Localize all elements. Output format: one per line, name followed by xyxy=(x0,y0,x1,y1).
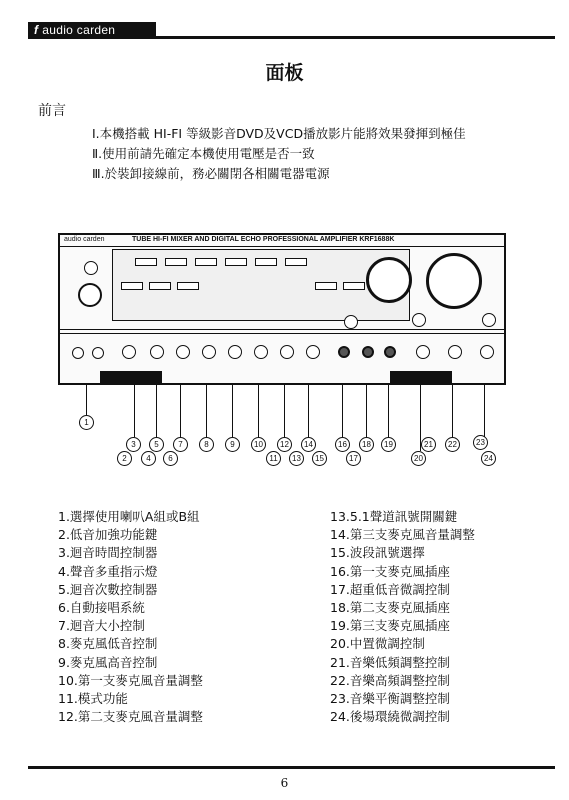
feature-item: 20.中置微調控制 xyxy=(330,636,425,652)
callout-19: 19 xyxy=(381,437,396,452)
feature-list-right xyxy=(330,508,475,726)
mode-button xyxy=(121,282,143,290)
source-button xyxy=(165,258,187,266)
control-knob xyxy=(280,345,294,359)
panel-label-strip xyxy=(100,371,162,383)
leader-line xyxy=(308,385,309,437)
mic-jack-1 xyxy=(338,346,350,358)
control-knob xyxy=(150,345,164,359)
mic-jack-3 xyxy=(384,346,396,358)
source-button xyxy=(135,258,157,266)
leader-line xyxy=(388,385,389,437)
callout-10: 10 xyxy=(251,437,266,452)
callout-3: 3 xyxy=(126,437,141,452)
callout-7: 7 xyxy=(173,437,188,452)
control-knob xyxy=(254,345,268,359)
feature-item: 12.第二支麥克風音量調整 xyxy=(58,709,203,725)
callout-1: 1 xyxy=(79,415,94,430)
callout-2: 2 xyxy=(117,451,132,466)
feature-item: 4.聲音多重指示燈 xyxy=(58,563,158,579)
leader-line xyxy=(156,385,157,437)
mic-jack-2 xyxy=(362,346,374,358)
leader-line xyxy=(484,385,485,437)
leader-line xyxy=(284,385,285,437)
panel-divider xyxy=(60,329,504,330)
brand-name: audio carden xyxy=(42,23,116,37)
section-title: 前言 xyxy=(38,103,66,119)
mode-button xyxy=(149,282,171,290)
callout-15: 15 xyxy=(312,451,327,466)
callout-area xyxy=(58,385,506,493)
brand-mark: f xyxy=(34,23,39,37)
master-volume-knob xyxy=(426,253,482,309)
callout-13: 13 xyxy=(289,451,304,466)
feature-item: 21.音樂低頻調整控制 xyxy=(330,654,450,670)
speaker-b-button xyxy=(92,347,104,359)
feature-item: 22.音樂高頻調整控制 xyxy=(330,672,450,688)
leader-line xyxy=(86,385,87,415)
control-knob xyxy=(416,345,430,359)
source-button xyxy=(195,258,217,266)
callout-16: 16 xyxy=(335,437,350,452)
footer-rule xyxy=(28,766,555,769)
leader-line xyxy=(452,385,453,437)
callout-8: 8 xyxy=(199,437,214,452)
feature-item: 15.波段訊號選擇 xyxy=(330,545,425,561)
callout-12: 12 xyxy=(277,437,292,452)
feature-item: 18.第二支麥克風插座 xyxy=(330,600,450,616)
control-knob xyxy=(228,345,242,359)
feature-item: 13.5.1聲道訊號開關鍵 xyxy=(330,509,458,524)
leader-line xyxy=(366,385,367,437)
front-panel-figure xyxy=(58,233,506,493)
control-knob xyxy=(176,345,190,359)
feature-item: 10.第一支麥克風音量調整 xyxy=(58,672,203,688)
mode-button xyxy=(343,282,365,290)
leader-line xyxy=(206,385,207,437)
panel-top-strip xyxy=(60,235,504,247)
remote-sensor xyxy=(84,261,98,275)
feature-item: 6.自動接唱系統 xyxy=(58,600,145,616)
control-knob xyxy=(448,345,462,359)
callout-5: 5 xyxy=(149,437,164,452)
intro-item: Ⅲ.於裝卸接線前，務必關閉各相關電器電源 xyxy=(92,166,330,181)
feature-item: 7.迴音大小控制 xyxy=(58,618,145,634)
feature-item: 8.麥克風低音控制 xyxy=(58,636,158,652)
control-knob xyxy=(202,345,216,359)
panel-brand: audio carden xyxy=(64,236,105,243)
control-knob xyxy=(122,345,136,359)
display-window xyxy=(112,249,410,321)
intro-list xyxy=(92,124,466,184)
callout-9: 9 xyxy=(225,437,240,452)
feature-item: 3.迴音時間控制器 xyxy=(58,545,158,561)
mode-button xyxy=(315,282,337,290)
source-button xyxy=(255,258,277,266)
center-level-knob xyxy=(412,313,426,327)
power-button xyxy=(78,283,102,307)
header-rule xyxy=(28,36,555,39)
mode-button xyxy=(177,282,199,290)
callout-14: 14 xyxy=(301,437,316,452)
rear-level-knob xyxy=(482,313,496,327)
feature-item: 5.迴音次數控制器 xyxy=(58,581,158,597)
callout-21: 21 xyxy=(421,437,436,452)
feature-item: 17.超重低音微調控制 xyxy=(330,581,450,597)
panel-label-strip xyxy=(390,371,452,383)
main-volume-knob xyxy=(366,257,412,303)
feature-item: 11.模式功能 xyxy=(58,691,128,707)
callout-18: 18 xyxy=(359,437,374,452)
intro-item: Ⅱ.使用前請先確定本機使用電壓是否一致 xyxy=(92,146,315,161)
callout-4: 4 xyxy=(141,451,156,466)
callout-22: 22 xyxy=(445,437,460,452)
feature-item: 19.第三支麥克風插座 xyxy=(330,618,450,634)
panel-title: TUBE HI-FI MIXER AND DIGITAL ECHO PROFESSIONAL AMPLIFIER KRF1688K xyxy=(132,236,395,243)
callout-11: 11 xyxy=(266,451,281,466)
speaker-a-button xyxy=(72,347,84,359)
leader-line xyxy=(258,385,259,437)
callout-6: 6 xyxy=(163,451,178,466)
feature-item: 16.第一支麥克風插座 xyxy=(330,563,450,579)
subwoofer-level-knob xyxy=(344,315,358,329)
feature-item: 2.低音加強功能鍵 xyxy=(58,527,158,543)
amplifier-front-panel xyxy=(58,233,506,385)
callout-17: 17 xyxy=(346,451,361,466)
feature-item: 23.音樂平衡調整控制 xyxy=(330,691,450,707)
source-button xyxy=(285,258,307,266)
feature-list-left xyxy=(58,508,203,726)
leader-line xyxy=(180,385,181,437)
leader-line xyxy=(232,385,233,437)
leader-line xyxy=(134,385,135,437)
panel-divider xyxy=(60,333,504,334)
callout-24: 24 xyxy=(481,451,496,466)
callout-23: 23 xyxy=(473,435,488,450)
control-knob xyxy=(306,345,320,359)
feature-item: 1.選擇使用喇叭A組或B組 xyxy=(58,509,200,524)
page-number: 6 xyxy=(280,776,289,790)
feature-item: 14.第三支麥克風音量調整 xyxy=(330,527,475,543)
leader-line xyxy=(342,385,343,437)
feature-item: 9.麥克風高音控制 xyxy=(58,654,158,670)
feature-item: 24.後場環繞微調控制 xyxy=(330,709,450,725)
control-knob xyxy=(480,345,494,359)
intro-item: Ⅰ.本機搭載 HI-FI 等級影音DVD及VCD播放影片能將效果發揮到極佳 xyxy=(92,126,466,141)
source-button xyxy=(225,258,247,266)
page-title: 面板 xyxy=(265,62,304,84)
callout-20: 20 xyxy=(411,451,426,466)
